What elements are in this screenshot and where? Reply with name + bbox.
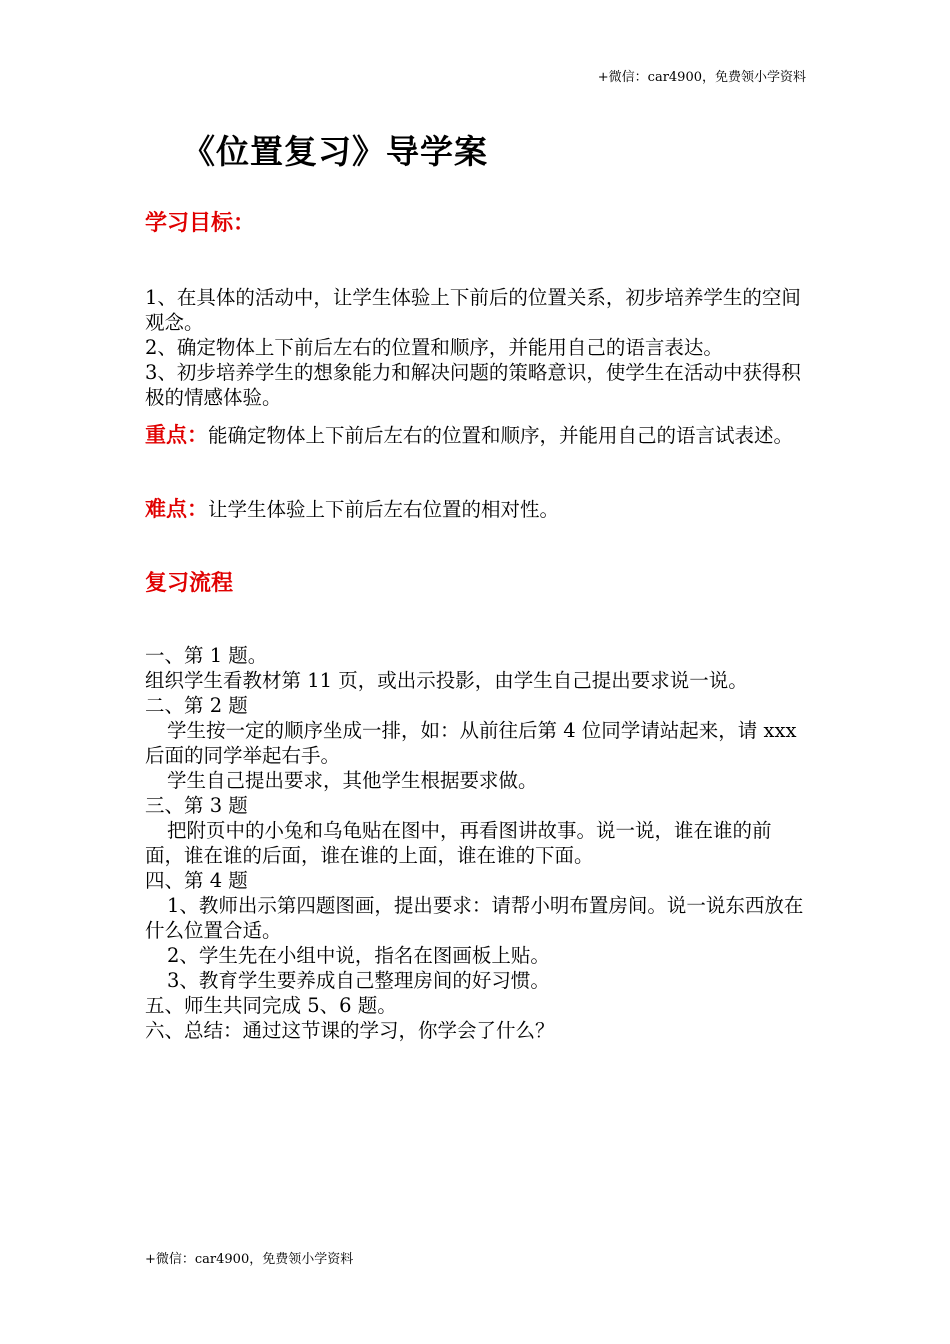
process-line: 二、第 2 题 [145, 694, 248, 717]
process-line: 组织学生看教材第 11 页，或出示投影，由学生自己提出要求说一说。 [145, 669, 748, 692]
footer-note: +微信：car4900，免费领小学资料 [145, 1252, 354, 1267]
key-point-label: 重点： [145, 423, 208, 447]
process-line: 五、师生共同完成 5、6 题。 [145, 994, 397, 1017]
objective-item: 1、在具体的活动中，让学生体验上下前后的位置关系，初步培养学生的空间观念。 [145, 286, 801, 334]
objectives-heading: 学习目标： [145, 211, 256, 236]
difficulty [145, 492, 810, 527]
process-steps [145, 643, 810, 1043]
difficulty-text: 让学生体验上下前后左右位置的相对性。 [208, 498, 560, 521]
document-title: 《位置复习》导学案 [182, 132, 488, 171]
process-line: 六、总结：通过这节课的学习，你学会了什么？ [145, 1019, 555, 1042]
objective-item: 2、确定物体上下前后左右的位置和顺序，并能用自己的语言表达。 [145, 336, 723, 359]
key-point-text: 能确定物体上下前后左右的位置和顺序，并能用自己的语言试表述。 [208, 424, 794, 447]
process-line: 一、第 1 题。 [145, 644, 268, 667]
process-line: 2、学生先在小组中说，指名在图画板上贴。 [167, 944, 550, 967]
objectives-list [145, 285, 810, 410]
process-line: 把附页中的小兔和乌龟贴在图中，再看图讲故事。说一说，谁在谁的前面，谁在谁的后面，谁在谁的上面，谁在谁的下面。 [145, 819, 772, 867]
difficulty-label: 难点： [145, 497, 208, 521]
process-line: 3、教育学生要养成自己整理房间的好习惯。 [167, 969, 550, 992]
process-line: 学生按一定的顺序坐成一排，如：从前往后第 4 位同学请站起来，请 xxx 后面的同学举起右手。 [145, 719, 797, 767]
process-line: 1、教师出示第四题图画，提出要求：请帮小明布置房间。说一说东西放在什么位置合适。 [145, 894, 804, 942]
process-line: 三、第 3 题 [145, 794, 248, 817]
objective-item: 3、初步培养学生的想象能力和解决问题的策略意识，使学生在活动中获得积极的情感体验。 [145, 361, 801, 409]
key-point [145, 418, 810, 453]
process-line: 四、第 4 题 [145, 869, 248, 892]
process-heading: 复习流程 [145, 571, 234, 596]
header-note: +微信：car4900，免费领小学资料 [597, 70, 806, 85]
process-line: 学生自己提出要求，其他学生根据要求做。 [167, 769, 538, 792]
